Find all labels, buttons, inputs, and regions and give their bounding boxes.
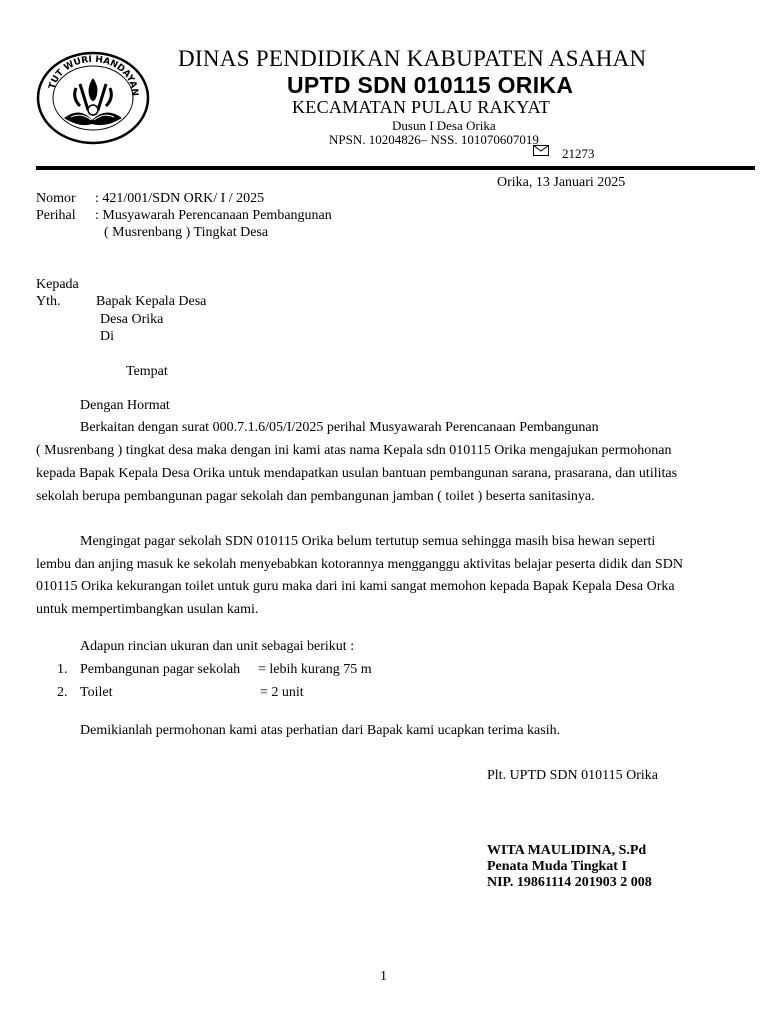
paragraph1-line1: Berkaitan dengan surat 000.7.1.6/05/I/2025 perihal Musyawarah Perencanaan Pembangunan [80,420,599,435]
closing-sentence: Demikianlah permohonan kami atas perhatian dari Bapak kami ucapkan terima kasih. [80,723,561,738]
tut-wuri-handayani-logo [36,48,150,148]
list-item-name: Toilet [80,685,113,700]
envelope-icon [533,145,549,156]
nomor-label: Nomor [36,191,76,206]
list-item-value: = lebih kurang 75 m [258,662,372,677]
recipient-kepada: Kepada [36,277,79,292]
header-school: UPTD SDN 010115 ORIKA [287,72,574,98]
signature-position: Plt. UPTD SDN 010115 Orika [487,768,658,783]
header-divider [36,166,755,170]
nomor-value: : 421/001/SDN ORK/ I / 2025 [95,191,265,206]
list-item-name: Pembangunan pagar sekolah [80,662,241,677]
list-intro: Adapun rincian ukuran dan unit sebagai berikut : [80,639,355,654]
paragraph2-line4: untuk mempertimbangkan usulan kami. [36,602,259,617]
paragraph2-line2: lembu dan anjing masuk ke sekolah menyebabkan kotorannya mengganggu aktivitas belajar peserta didik dan SDN [36,557,683,572]
perihal-label: Perihal [36,208,76,223]
header-npsn: NPSN. 10204826– NSS. 101070607019 [329,132,539,147]
list-item-value: = 2 unit [260,685,304,700]
recipient-line1: Bapak Kepala Desa [96,294,207,309]
paragraph1-line4: sekolah berupa pembangunan pagar sekolah dan pembangunan jamban ( toilet ) beserta sanitasinya. [36,489,595,504]
recipient-yth: Yth. [36,294,61,309]
signature-rank: Penata Muda Tingkat I [487,859,627,874]
paragraph1-line3: kepada Bapak Kepala Desa Orika untuk mendapatkan usulan bantuan pembangunan sarana, prasarana, dan utilitas [36,466,678,481]
header-address: Dusun I Desa Orika [392,118,496,133]
paragraph2-line1: Mengingat pagar sekolah SDN 010115 Orika belum tertutup semua sehingga masih bisa hewan seperti [80,534,656,549]
signature-nip: NIP. 19861114 201903 2 008 [487,875,652,890]
signature-name: WITA MAULIDINA, S.Pd [487,843,647,858]
recipient-line4: Tempat [126,364,168,379]
greeting: Dengan Hormat [80,398,170,413]
recipient-line2: Desa Orika [100,312,164,327]
list-item-number: 1. [57,662,68,677]
header-postal-code: 21273 [562,146,595,161]
perihal-value-cont: ( Musrenbang ) Tingkat Desa [104,225,269,240]
list-item-number: 2. [57,685,68,700]
paragraph1-line2: ( Musrenbang ) tingkat desa maka dengan ini kami atas nama Kepala sdn 010115 Orika mengajukan permohonan [36,443,672,458]
logo-motto: TUT WURI HANDAYAN [47,54,140,97]
page-number: 1 [380,969,387,984]
recipient-line3: Di [100,329,114,344]
header-district: KECAMATAN PULAU RAKYAT [292,97,551,117]
header-agency: DINAS PENDIDIKAN KABUPATEN ASAHAN [178,46,647,71]
paragraph2-line3: 010115 Orika kekurangan toilet untuk guru maka dari ini kami sangat memohon kepada Bapak Kepala Desa Orka [36,579,675,594]
perihal-value: : Musyawarah Perencanaan Pembangunan [95,208,332,223]
letter-date: Orika, 13 Januari 2025 [497,175,626,190]
